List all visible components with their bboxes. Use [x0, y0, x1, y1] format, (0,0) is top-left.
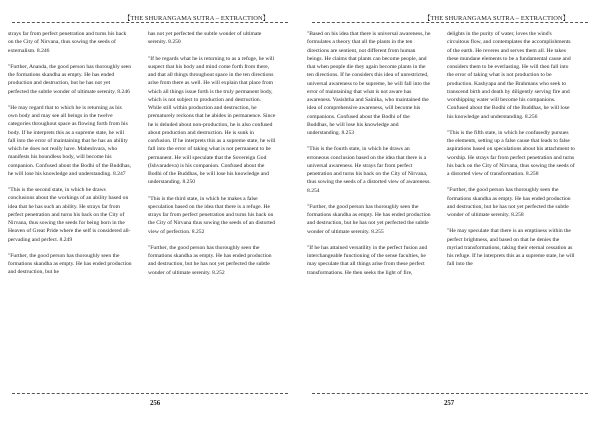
paragraph: strays far from perfect penetration and turns his back on the City of Nirvana, thus sowing the seeds of externalism. 8.246 — [8, 31, 127, 54]
footer-divider — [312, 393, 588, 394]
right-column-1 — [307, 30, 431, 285]
right-page-footer — [312, 393, 588, 413]
page-number: 256 — [150, 400, 161, 407]
paragraph: "Further, Ananda, the good person has thoroughly seen the formations skandha as empty. He has ended production and destruction, but he has not yet perfected the subtle wonder of ultimate serenity. 8.246 — [8, 63, 132, 95]
paragraph: "Further, the good person has thoroughly seen the formations skandha as empty. He has ended production and destruction, but he has not yet perfected the subtle wonder of ultimate serenity. 8.258 — [447, 187, 571, 218]
paragraph: "This is the third state, in which he makes a false speculation based on the idea that there is a refuge. He strays far from perfect penetration and turns his back on the City of Nirvana thus sowing the seeds of an distorted view of perfection. 8.252 — [148, 195, 276, 235]
paragraph: "He may regard that to which he is returning as his own body and may see all beings in the twelve categories throughout space as flowing forth from his body. If he interprets this as a supreme state, he will fall into the error of maintaining that he has an ability which he does not really have. Maheshvara, who manifests his boundless body, will become his companion. Confused about the Bodhi of the Buddhas, he will lose his knowledge and understanding. 8.247 — [8, 104, 131, 177]
header-divider — [12, 22, 288, 23]
running-title: 【THE SHURANGAMA SUTRA – EXTRACTION】 — [424, 15, 570, 22]
paragraph: has not yet perfected the subtle wonder of ultimate serenity. 8.250 — [148, 31, 262, 46]
left-page-body — [8, 30, 293, 390]
right-page-body — [307, 30, 592, 390]
left-page-footer — [12, 393, 288, 413]
paragraph: "This is the second state, in which he draws conclusions about the workings of an ability based on idea that he has such an ability. He strays far from perfect penetration and turns his back on the City of Nirvana, thus sowing the seeds for being born in the Heaven of Great Pride where the self is considered all-pervading and perfect. 8.249 — [8, 187, 131, 243]
paragraph: "This is the fourth state, in which he draws an erroneous conclusion based on the idea that there is a universal awareness. He strays far from perfect penetration and turns his back on the City of Nirvana, thus sowing the seeds of a distorted view of awareness. 8.254 — [307, 146, 431, 194]
paragraph: "He may speculate that there is an emptiness within the perfect brightness, and based on that he denies the myriad transformations, taking their eternal cessation as his refuge. If he interprets this as a supreme state, he will fall into the — [447, 228, 575, 268]
left-column-2 — [148, 30, 276, 285]
paragraph: "Further, the good person has thoroughly seen the formations skandha as empty. He has ended production and destruction, but he has not yet perfected the subtle wonder of ultimate serenity. 8.255 — [307, 203, 431, 235]
paragraph: "This is the fifth state, in which he confusedly pursues the elements, setting up a false cause that leads to false aspirations based on speculations about his attachment to worship. He strays far from perfect penetration and turns his back on the City of Nirvana, thus sowing the seeds of a distorted view of transformation. 8.258 — [447, 129, 575, 177]
paragraph: "If he regards what he is returning to as a refuge, he will suspect that his body and mind come forth from there, and that all things throughout space in the ten directions arise from there as well. He will explain that place from which all things issue forth is the truly permanent body, which is not subject to production and destruction. While still within production and destruction, he prematurely reckons that he abides in permanence. Since he is deluded about non-production, he is also confused about production and destruction. He is sunk in confusion. If he interprets this as a supreme state, he will fall into the error of taking what is not permanent to be permanent. He will speculate that the Sovereign God (Ishvaradeva) is his companion. Confused about the Bodhi of the Buddhas, he will lose his knowledge and understanding. 8.250 — [148, 55, 276, 186]
footer-divider — [12, 393, 288, 394]
left-page-header — [12, 13, 288, 23]
paragraph: "Based on his idea that there is universal awareness, he formulates a theory that all the plants in the ten directions are sentient, not different from human beings. He claims that plants can become people, and that when people die they again become plants in the ten directions. If he considers this idea of unrestricted, universal awareness to be supreme, he will fall into the error of maintaining that what is not aware has awareness. Vasishtha and Sainika, who maintained the idea of comprehensive awareness, will become his companions. Confused about the Bodhi of the Buddhas, he will lose his knowledge and understanding. 8.253 — [307, 31, 431, 136]
paragraph: "If he has attained versatility in the perfect fusion and interchangeable functioning of the sense faculties, he may speculate that all things arise from these perfect transformations. He then seeks the light of fire, — [307, 244, 428, 276]
paragraph: "Further, the good person has thoroughly seen the formations skandha as empty. He has ended production and destruction, but he has not yet perfected the subtle wonder of ultimate serenity. 8.252 — [148, 244, 272, 276]
left-column-1 — [8, 30, 132, 285]
right-column-2 — [447, 30, 575, 277]
page-number: 257 — [444, 400, 455, 407]
paragraph: delights in the purity of water, loves the wind's circuitous flow, and contemplates the accomplishments of the earth. He reveres and serves them all. He takes these mundane elements to be a fundamental cause and considers them to be everlasting. He will then fall into the error of taking what is not production to be production. Kashyapa and the Brahmans who seek to transcend birth and death by diligently serving fire and worshipping water will become his companions. Confused about the Bodhi of the Buddhas, he will lose his knowledge and understanding. 8.256 — [447, 31, 571, 120]
running-title: 【THE SHURANGAMA SUTRA – EXTRACTION】 — [124, 15, 270, 22]
right-page-header — [312, 13, 588, 23]
header-divider — [312, 22, 588, 23]
right-page — [300, 0, 600, 424]
paragraph: "Further, the good person has thoroughly seen the formations skandha as empty. He has ended production and destruction, but he — [8, 252, 132, 276]
